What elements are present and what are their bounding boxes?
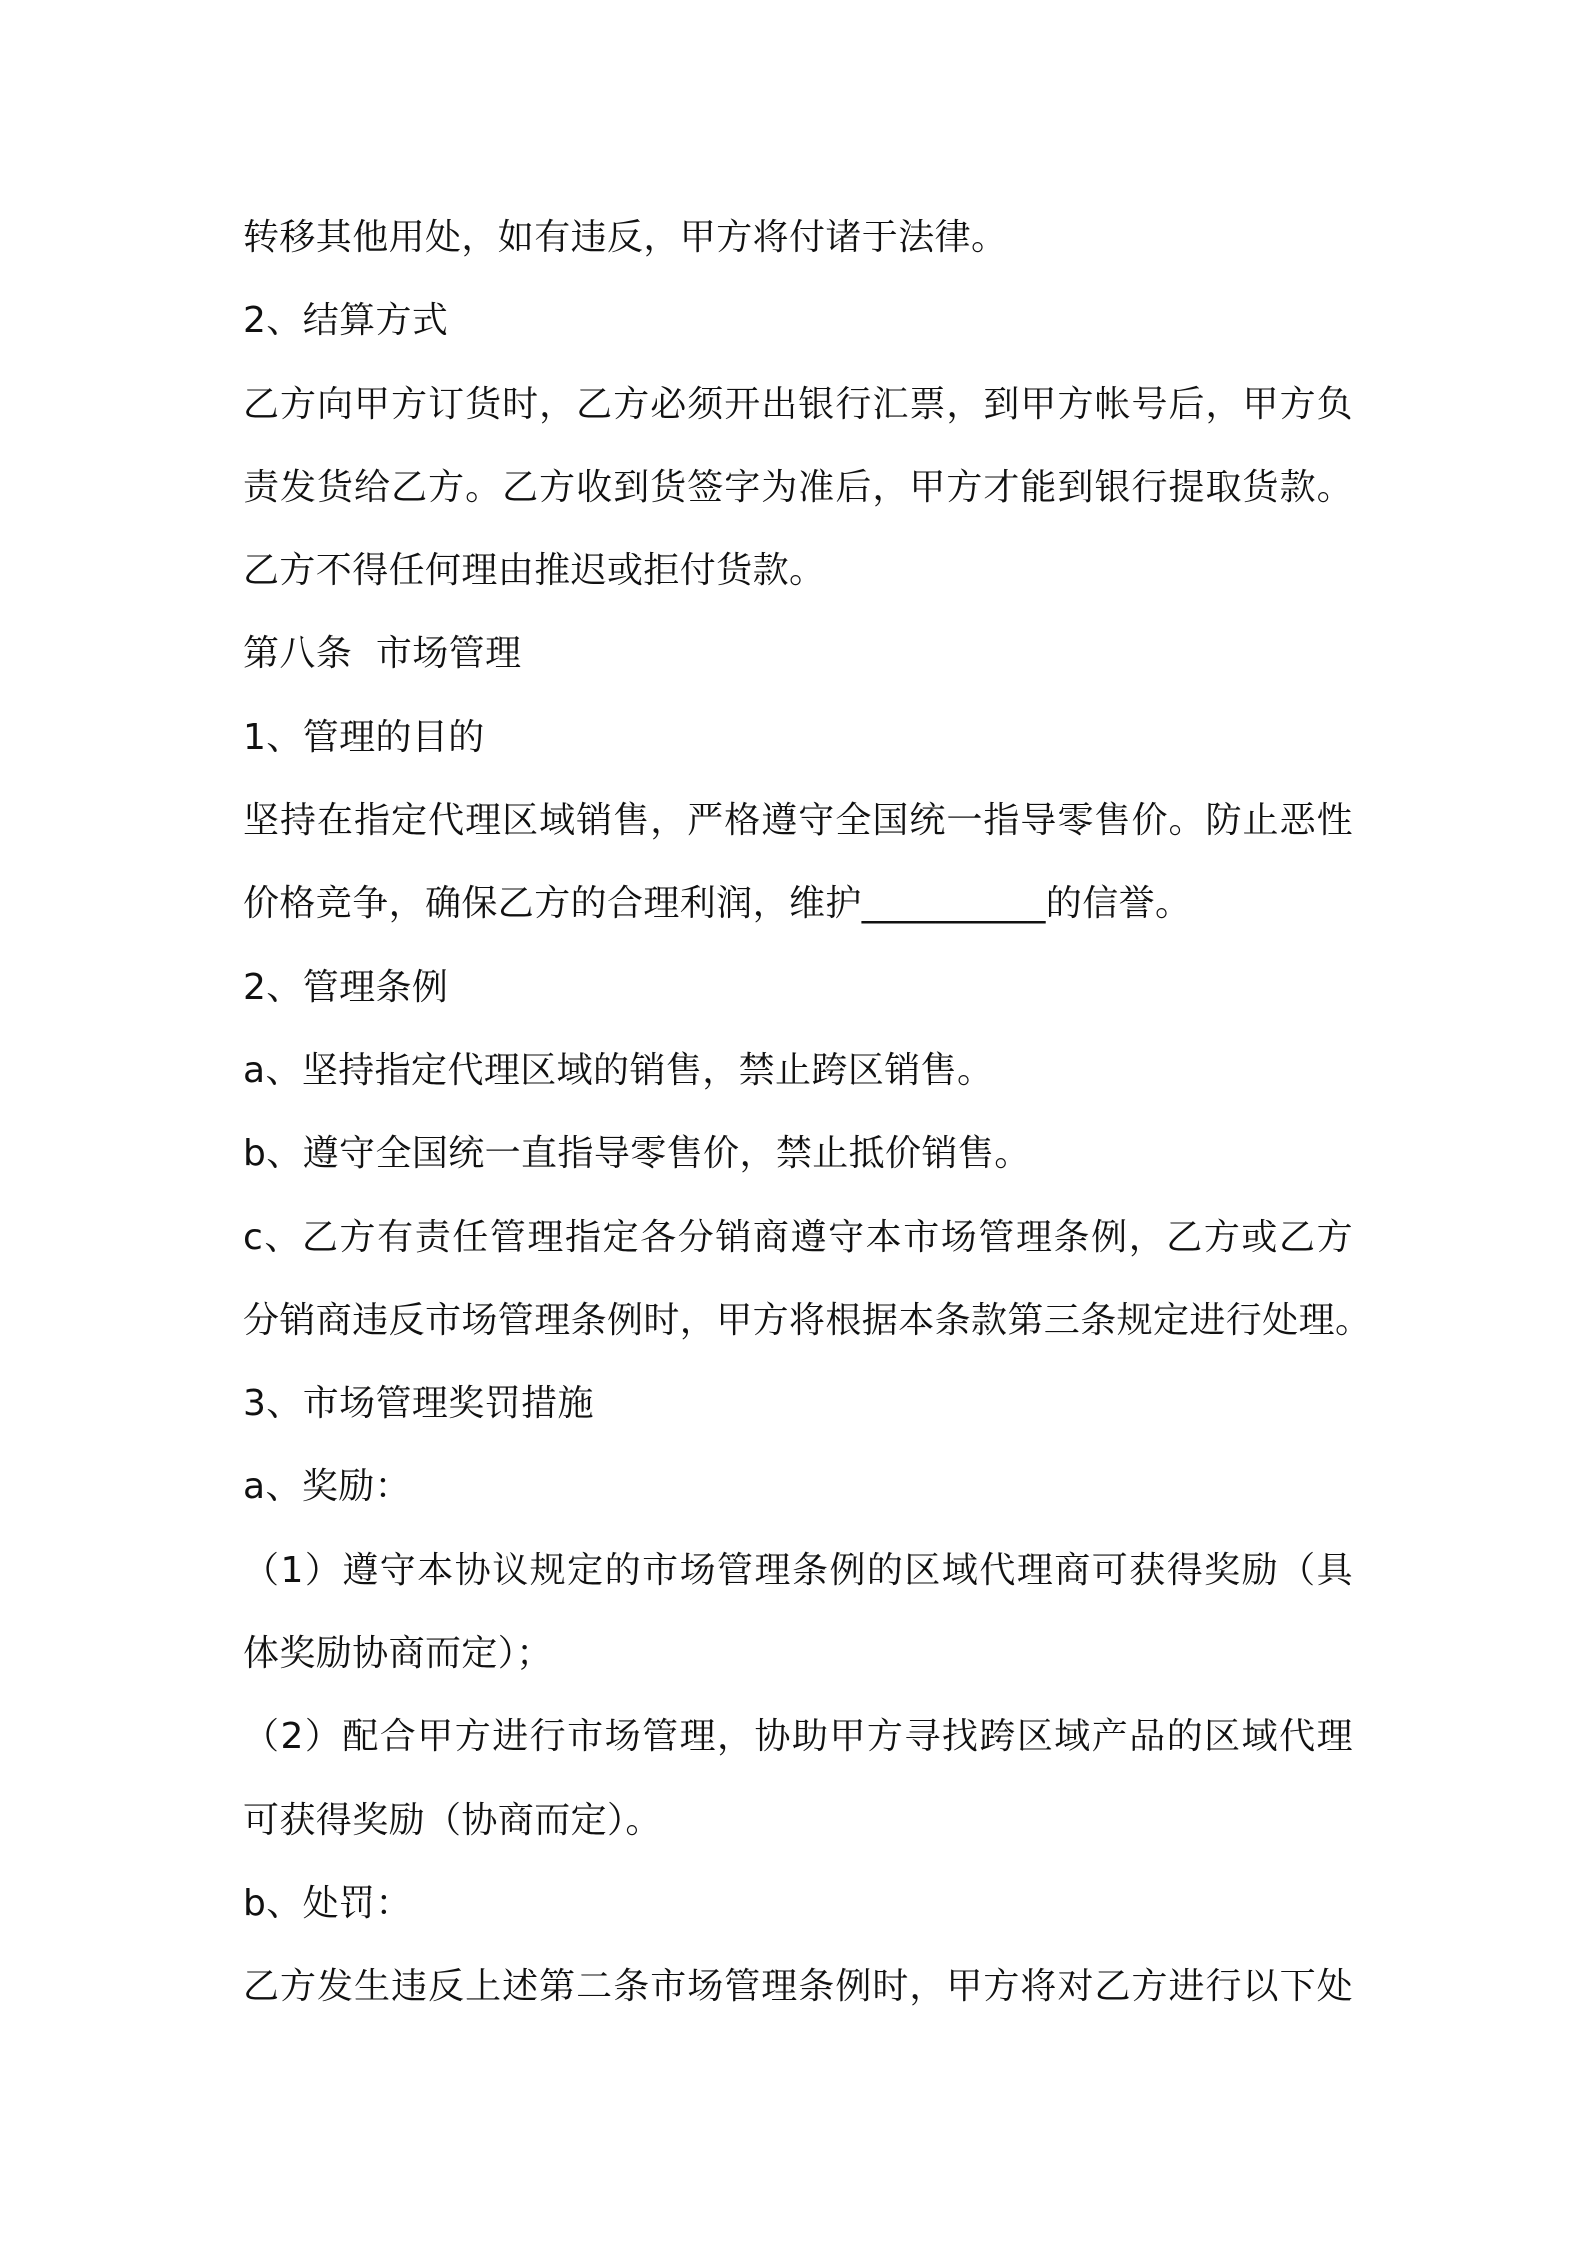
text-line: 乙方向甲方订货时，乙方必须开出银行汇票，到甲方帐号后，甲方负 (243, 383, 1353, 425)
text-line: 价格竞争，确保乙方的合理利润，维护__________的信誉。 (243, 883, 1192, 925)
list-item: b、遵守全国统一直指导零售价，禁止抵价销售。 (243, 1133, 1031, 1175)
text-line: 乙方不得任何理由推迟或拒付货款。 (243, 550, 826, 592)
text-line: 可获得奖励（协商而定）。 (243, 1799, 662, 1841)
list-item: a、奖励： (243, 1466, 412, 1508)
text-line: 体奖励协商而定）； (243, 1633, 553, 1675)
section-heading: 1、管理的目的 (243, 716, 485, 758)
document-body (243, 196, 1393, 2029)
section-heading: 2、管理条例 (243, 966, 449, 1008)
article-heading: 第八条 市场管理 (243, 633, 522, 675)
text-line: 坚持在指定代理区域销售，严格遵守全国统一指导零售价。防止恶性 (243, 800, 1353, 842)
list-item: （1）遵守本协议规定的市场管理条例的区域代理商可获得奖励（具 (243, 1549, 1353, 1591)
list-item: c、乙方有责任管理指定各分销商遵守本市场管理条例，乙方或乙方 (243, 1216, 1353, 1258)
list-item: a、坚持指定代理区域的销售，禁止跨区销售。 (243, 1049, 994, 1091)
list-item: （2）配合甲方进行市场管理，协助甲方寻找跨区域产品的区域代理 (243, 1716, 1353, 1758)
text-line: 转移其他用处，如有违反，甲方将付诸于法律。 (243, 217, 1008, 258)
text-line: 分销商违反市场管理条例时，甲方将根据本条款第三条规定进行处理。 (243, 1299, 1372, 1341)
text-line: 乙方发生违反上述第二条市场管理条例时，甲方将对乙方进行以下处 (243, 1966, 1353, 2008)
list-item: b、处罚： (243, 1882, 412, 1924)
text-line: 责发货给乙方。乙方收到货签字为准后，甲方才能到银行提取货款。 (243, 466, 1353, 508)
section-heading: 3、市场管理奖罚措施 (243, 1383, 594, 1425)
section-heading: 2、结算方式 (243, 300, 449, 342)
